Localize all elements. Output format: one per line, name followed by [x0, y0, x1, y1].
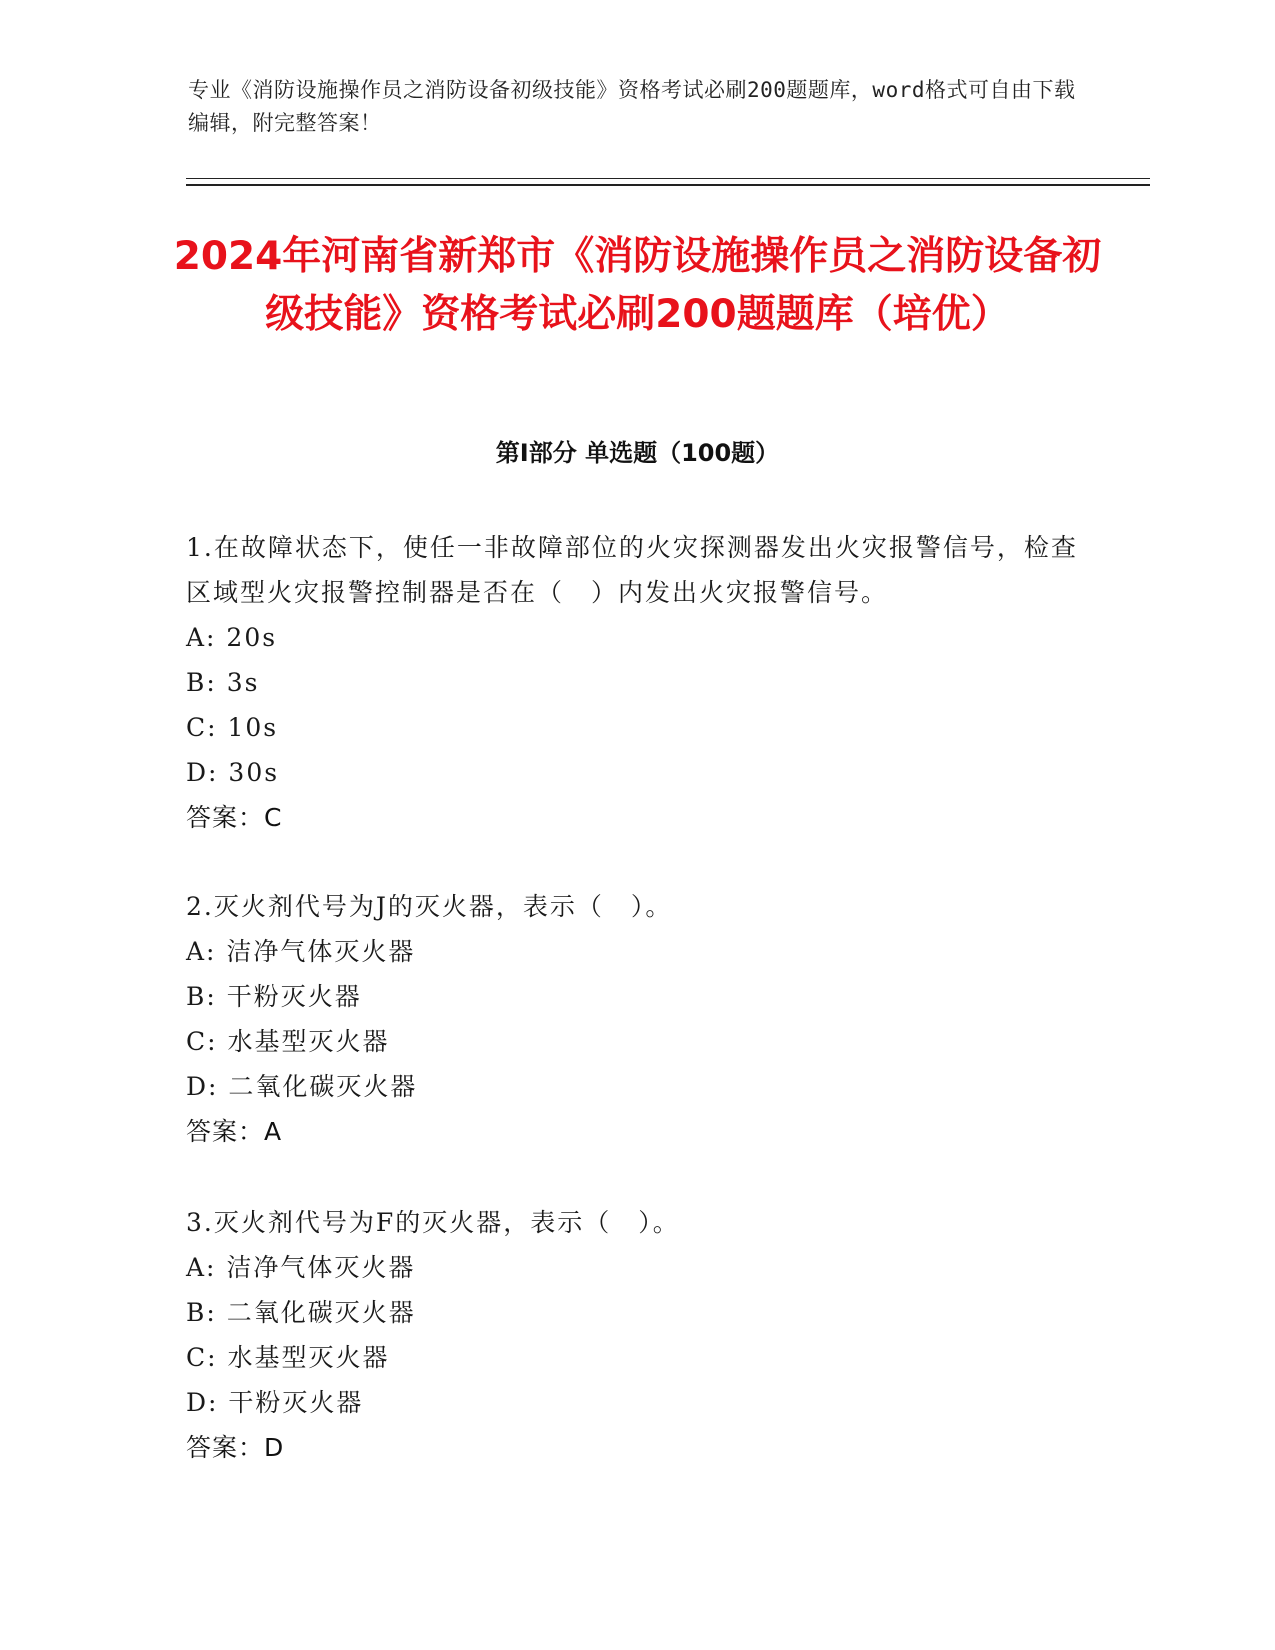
question-stem: 1.在故障状态下，使任一非故障部位的火灾探测器发出火灾报警信号，检查区域型火灾报警控制器是否在（ ）内发出火灾报警信号。 — [186, 533, 1078, 607]
question-stem: 2.灭火剂代号为J的灭火器，表示（ ）。 — [186, 892, 673, 921]
option-b: B: 二氧化碳灭火器 — [186, 1298, 416, 1327]
section-heading: 第I部分 单选题（100题） — [495, 439, 780, 467]
answer-label: 答案：A — [186, 1117, 283, 1146]
option-d: D: 干粉灭火器 — [186, 1388, 364, 1417]
answer-label: 答案：C — [186, 803, 283, 832]
question-3 — [186, 1200, 1086, 1470]
question-1 — [186, 525, 1086, 840]
document-title: 2024年河南省新郑市《消防设施操作员之消防设备初级技能》资格考试必刷200题题库（培优） — [173, 234, 1102, 337]
header-divider-thick — [186, 184, 1150, 186]
option-d: D: 二氧化碳灭火器 — [186, 1072, 418, 1101]
option-d: D: 30s — [186, 758, 280, 787]
question-2 — [186, 884, 1086, 1154]
header-divider-thin — [186, 178, 1150, 179]
header-note: 专业《消防设施操作员之消防设备初级技能》资格考试必刷200题题库，word格式可自由下载编辑，附完整答案！ — [188, 78, 1076, 135]
question-stem: 3.灭火剂代号为F的灭火器，表示（ ）。 — [186, 1208, 680, 1237]
answer-label: 答案：D — [186, 1433, 285, 1462]
option-a: A: 洁净气体灭火器 — [186, 1253, 416, 1282]
option-c: C: 10s — [186, 713, 279, 742]
option-b: B: 干粉灭火器 — [186, 982, 362, 1011]
option-c: C: 水基型灭火器 — [186, 1343, 390, 1372]
option-c: C: 水基型灭火器 — [186, 1027, 390, 1056]
option-a: A: 20s — [186, 623, 278, 652]
option-a: A: 洁净气体灭火器 — [186, 937, 416, 966]
option-b: B: 3s — [186, 668, 260, 697]
